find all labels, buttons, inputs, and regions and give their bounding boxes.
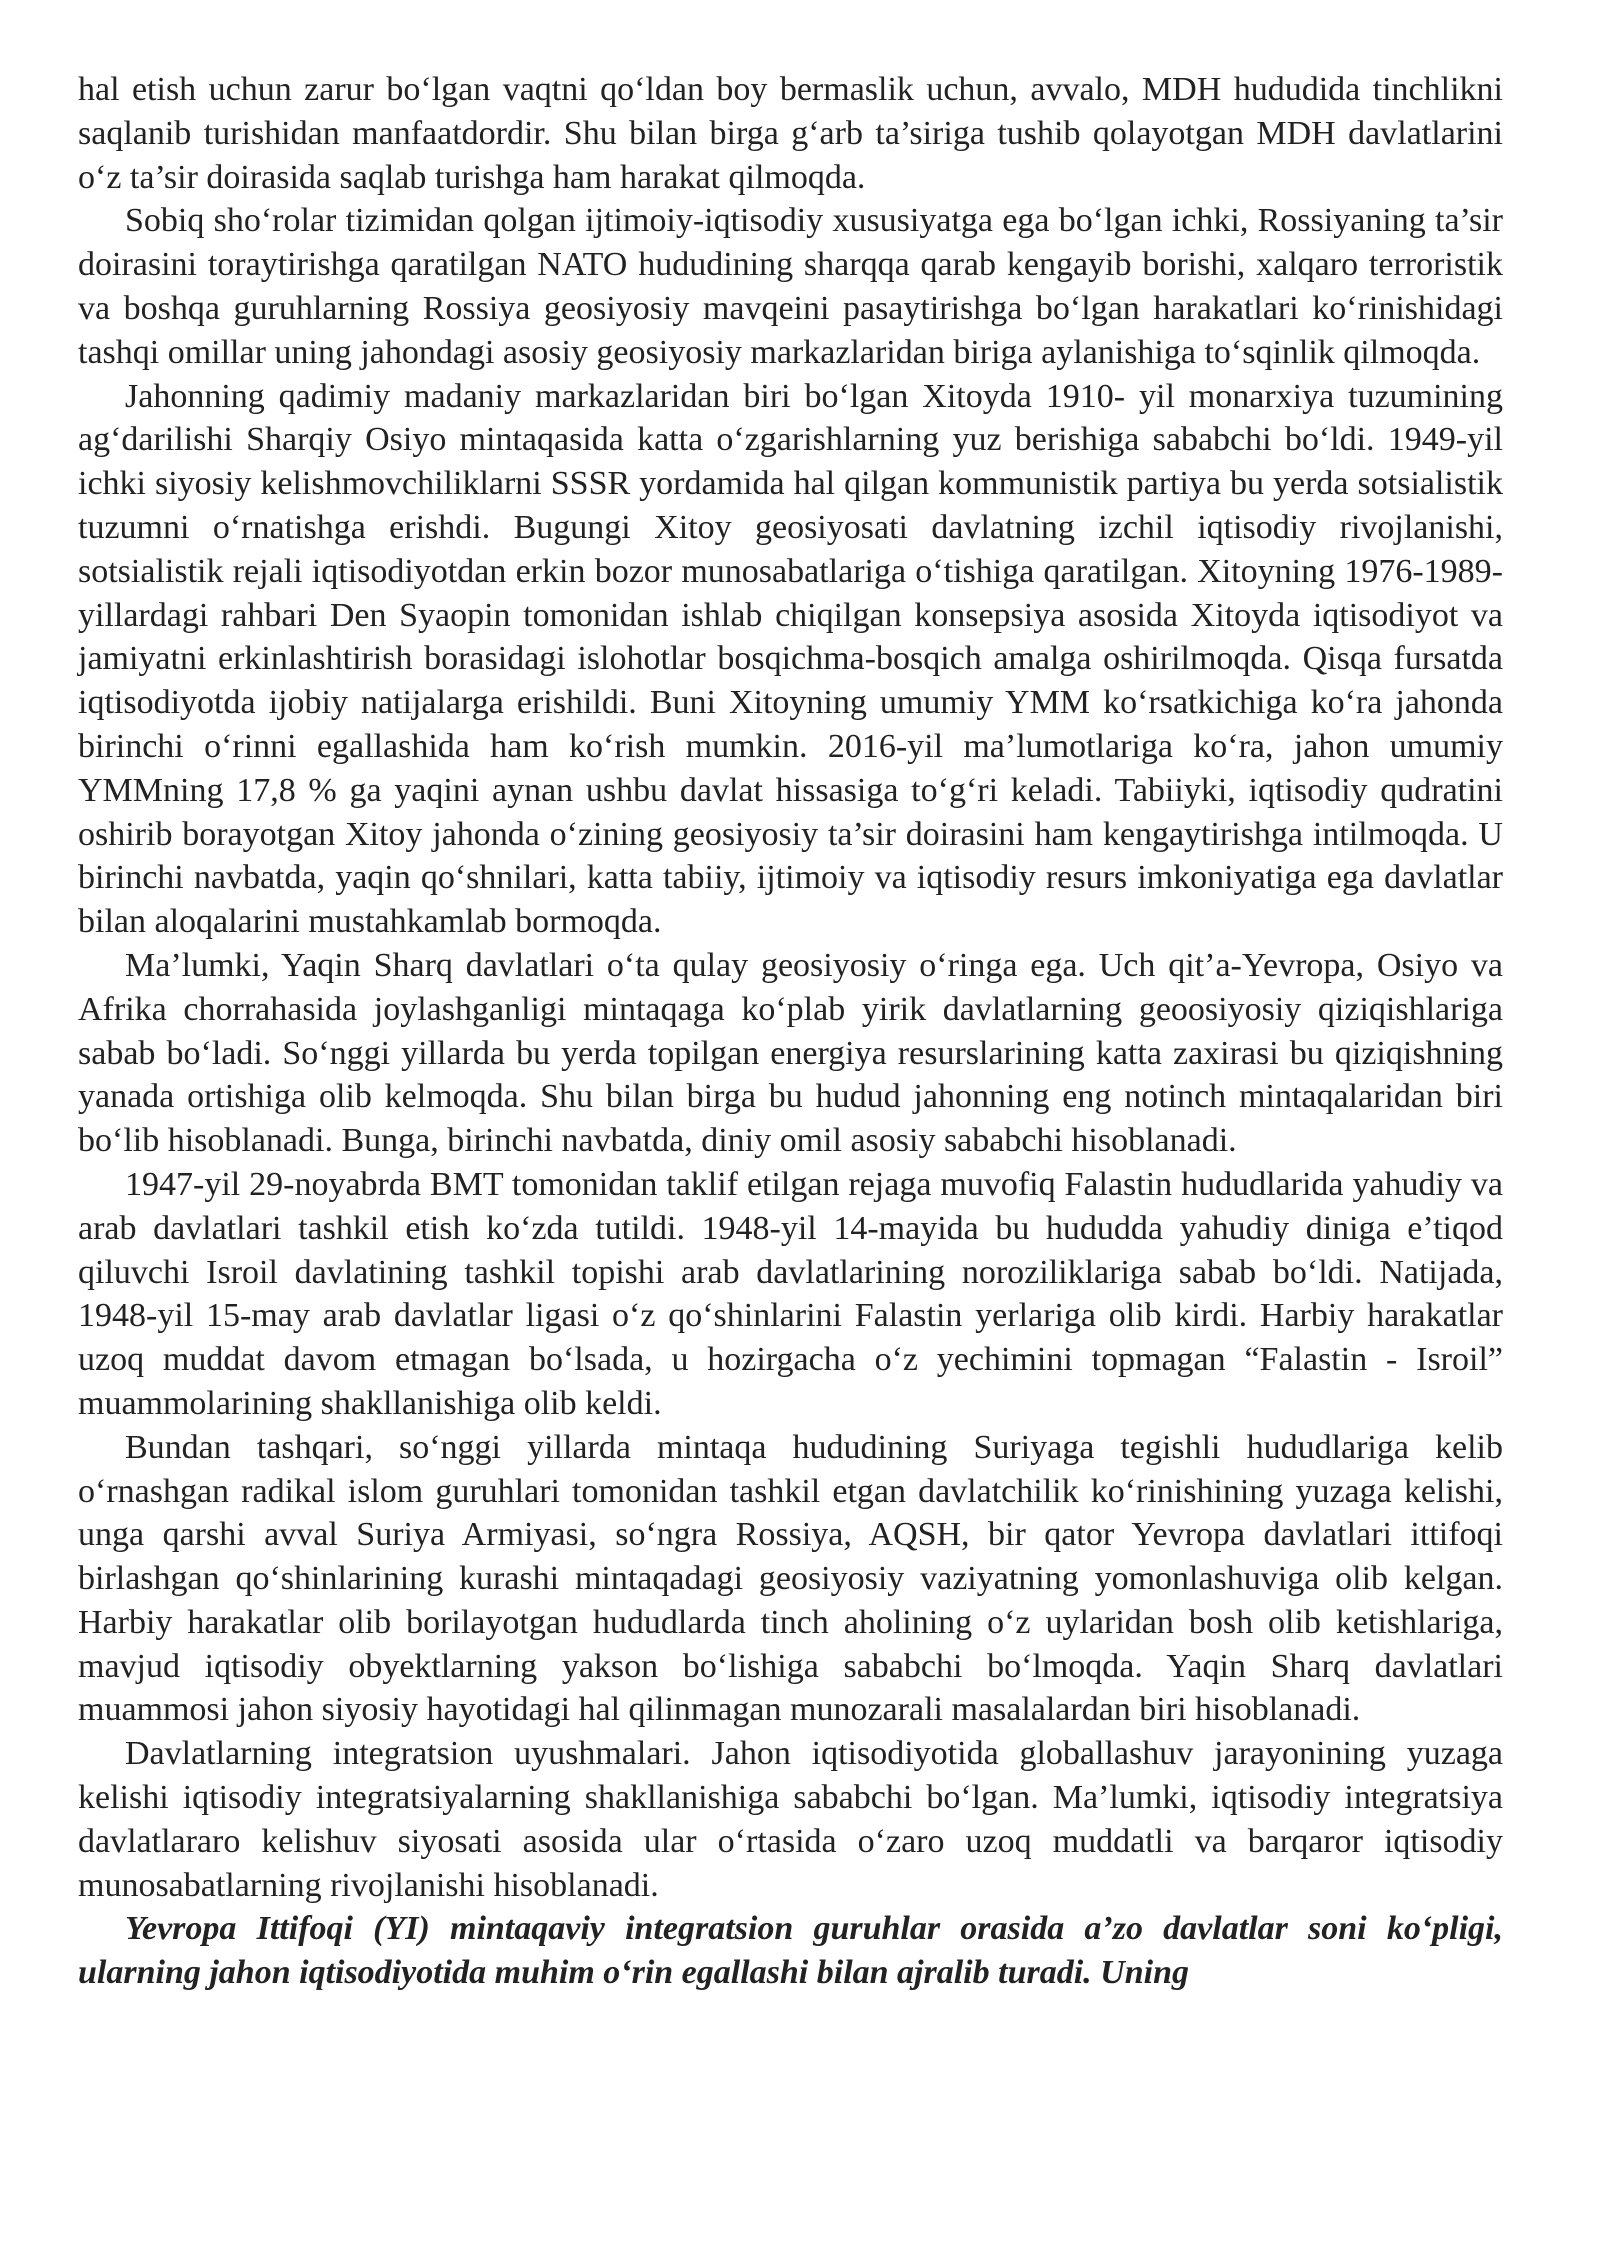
paragraph-china-geopolitics: Jahonning qadimiy madaniy markazlaridan biri bo‘lgan Xitoyda 1910- yil monarxiya tuzumining ag‘darilishi Sharqiy Osiyo mintaqasida katta o‘zgarishlarning yuz berishiga sababchi bo‘ldi. 1949-yil ichki siyosiy kelishmovchiliklarni SSSR yordamida hal qilgan kommunistik partiya bu yerda sotsialistik tuzumni o‘rnatishga erishdi. Bugungi Xitoy geosiyosati davlatning izchil iqtisodiy rivojlanishi, sotsialistik rejali iqtisodiyotdan erkin bozor munosabatlariga o‘tishiga qaratilgan. Xitoyning 1976-1989-yillardagi rahbari Den Syaopin tomonidan ishlab chiqilgan konsepsiya asosida Xitoyda iqtisodiyot va jamiyatni erkinlashtirish borasidagi islohotlar bosqichma-bosqich amalga oshirilmoqda. Qisqa fursatda iqtisodiyotda ijobiy natijalarga erishildi. Buni Xitoyning umumiy YMM ko‘rsatkichiga ko‘ra jahonda birinchi o‘rinni egallashida ham ko‘rish mumkin. 2016-yil ma’lumotlariga ko‘ra, jahon umumiy YMMning 17,8 % ga yaqini aynan ushbu davlat hissasiga to‘g‘ri keladi. Tabiiyki, iqtisodiy qudratini oshirib borayotgan Xitoy jahonda o‘zining geosiyosiy ta’sir doirasini ham kengaytirishga intilmoqda. U birinchi navbatda, yaqin qo‘shnilari, katta tabiiy, ijtimoiy va iqtisodiy resurs imkoniyatiga ega davlatlar bilan aloqalarini mustahkamlab bormoqda. [78, 377, 1503, 941]
paragraph-russia-geopolitics: Sobiq sho‘rolar tizimidan qolgan ijtimoiy-iqtisodiy xususiyatga ega bo‘lgan ichki, Rossiyaning ta’sir doirasini toraytirishga qaratilgan NATO hududining sharqqa qarab kengayib borishi, xalqaro terroristik va boshqa guruhlarning Rossiya geosiyosiy mavqeini pasaytirishga bo‘lgan harakatlari ko‘rinishidagi tashqi omillar uning jahondagi asosiy geosiyosiy markazlaridan biriga aylanishiga to‘sqinlik qilmoqda. [78, 202, 1503, 371]
paragraph-integration-unions: Davlatlarning integratsion uyushmalari. Jahon iqtisodiyotida globallashuv jarayonining yuzaga kelishi iqtisodiy integratsiyalarning shakllanishiga sababchi bo‘lgan. Ma’lumki, iqtisodiy integratsiya davlatlararo kelishuv siyosati asosida ular o‘rtasida o‘zaro uzoq muddatli va barqaror iqtisodiy munosabatlarning rivojlanishi hisoblanadi. [78, 1735, 1503, 1904]
paragraph-palestine-israel: 1947-yil 29-noyabrda BMT tomonidan taklif etilgan rejaga muvofiq Falastin hududlarida yahudiy va arab davlatlari tashkil etish ko‘zda tutildi. 1948-yil 14-mayida bu hududda yahudiy diniga e’tiqod qiluvchi Isroil davlatining tashkil topishi arab davlatlarining noroziliklariga sabab bo‘ldi. Natijada, 1948-yil 15-may arab davlatlar ligasi o‘z qo‘shinlarini Falastin yerlariga olib kirdi. Harbiy harakatlar uzoq muddat davom etmagan bo‘lsada, u hozirgacha o‘z yechimini topmagan “Falastin - Isroil” muammolarining shakllanishiga olib keldi. [78, 1165, 1503, 1422]
paragraph-syria-conflict: Bundan tashqari, so‘nggi yillarda mintaqa hududining Suriyaga tegishli hududlariga kelib o‘rnashgan radikal islom guruhlari tomonidan tashkil etgan davlatchilik ko‘rinishining yuzaga kelishi, unga qarshi avval Suriya Armiyasi, so‘ngra Rossiya, AQSH, bir qator Yevropa davlatlari ittifoqi birlashgan qo‘shinlarining kurashi mintaqadagi geosiyosiy vaziyatning yomonlashuviga olib kelgan. Harbiy harakatlar olib borilayotgan hududlarda tinch aholining o‘z uylaridan bosh olib ketishlariga, mavjud iqtisodiy obyektlarning yakson bo‘lishiga sababchi bo‘lmoqda. Yaqin Sharq davlatlari muammosi jahon siyosiy hayotidagi hal qilinmagan munozarali masalalardan biri hisoblanadi. [78, 1428, 1503, 1729]
paragraph-mdh-peace: hal etish uchun zarur bo‘lgan vaqtni qo‘ldan boy bermaslik uchun, avvalo, MDH hududida tinchlikni saqlanib turishidan manfaatdordir. Shu bilan birga g‘arb ta’siriga tushib qolayotgan MDH davlatlarini o‘z ta’sir doirasida saqlab turishga ham harakat qilmoqda. [78, 71, 1503, 196]
document-page [78, 68, 1503, 1995]
paragraph-middle-east: Ma’lumki, Yaqin Sharq davlatlari o‘ta qulay geosiyosiy o‘ringa ega. Uch qit’a-Yevropa, Osiyo va Afrika chorrahasida joylashganligi mintaqaga ko‘plab yirik davlatlarning geoosiyosiy qiziqishlariga sabab bo‘ladi. So‘nggi yillarda bu yerda topilgan energiya resurslarining katta zaxirasi bu qiziqishning yanada ortishiga olib kelmoqda. Shu bilan birga bu hudud jahonning eng notinch mintaqalaridan biri bo‘lib hisoblanadi. Bunga, birinchi navbatda, diniy omil asosiy sababchi hisoblanadi. [78, 946, 1503, 1160]
paragraph-european-union: Yevropa Ittifoqi (YI) mintaqaviy integratsion guruhlar orasida a’zo davlatlar soni ko‘pligi, ularning jahon iqtisodiyotida muhim o‘rin egallashi bilan ajralib turadi. Uning [78, 1910, 1503, 1992]
